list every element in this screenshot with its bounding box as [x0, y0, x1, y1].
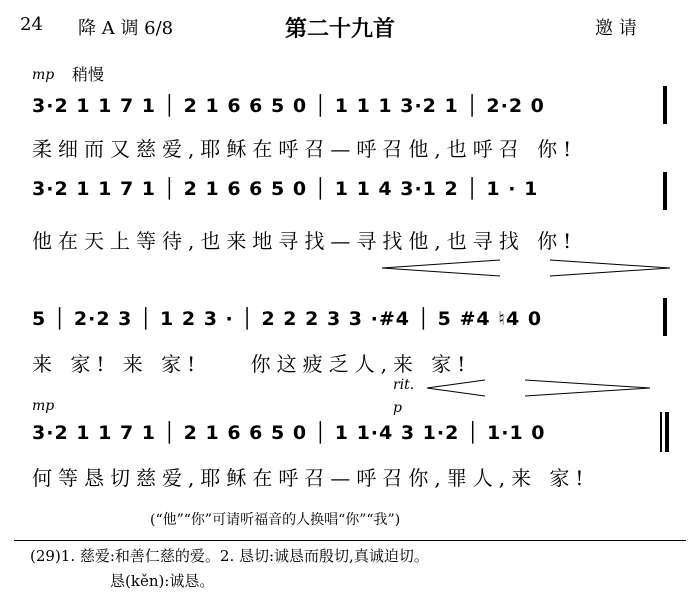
- barline-end-2: [663, 172, 667, 210]
- footnote-line-2: 恳(kěn):诚恳。: [110, 572, 215, 590]
- page-number: 24: [20, 14, 43, 35]
- hairpin-marks-line-4: [425, 378, 665, 400]
- piano-mark: p: [393, 400, 402, 416]
- final-barline-thick: [665, 412, 669, 452]
- barline-end-3: [663, 298, 667, 336]
- notation-line-4: 3·2 1 1 7 1 │ 2 1 6 6 5 0 │ 1 1·4 3 1·2 │ 1·1 0: [32, 422, 546, 444]
- tempo-mark: 稍慢: [72, 65, 105, 84]
- lyrics-line-2: 他在天上等待,也来地寻找—寻找他,也寻找 你!: [32, 229, 578, 253]
- lyrics-line-4: 何等恳切慈爱,耶稣在呼召—呼召你,罪人,来 家!: [32, 466, 590, 490]
- lyrics-line-3: 来 家! 来 家! 你这疲乏人,来 家!: [32, 352, 472, 376]
- lyrics-line-1: 柔细而又慈爱,耶稣在呼召—呼召他,也呼召 你!: [32, 137, 578, 161]
- footnote-line-1: (29)1. 慈爱:和善仁慈的爱。2. 恳切:诚恳而殷切,真诚迫切。: [30, 547, 429, 565]
- final-barline-thin: [660, 412, 662, 452]
- dynamic-mark-4: mp: [32, 398, 55, 414]
- barline-end-1: [663, 86, 667, 124]
- notation-line-2: 3·2 1 1 7 1 │ 2 1 6 6 5 0 │ 1 1 4 3·1 2 │ 1 · 1: [32, 178, 539, 200]
- song-category: 邀 请: [595, 18, 637, 39]
- footnote-divider: [14, 540, 686, 541]
- ritardando-mark: rit.: [393, 377, 415, 393]
- notation-line-3: 5 │ 2·2 3 │ 1 2 3 · │ 2 2 2 3 3 ·#4 │ 5 #4 ♮4 0: [32, 308, 543, 330]
- key-signature: 降 A 调 6/8: [78, 18, 174, 39]
- singing-note: (“他”“你”可请听福音的人换唱“你”“我”): [150, 512, 401, 528]
- notation-line-1: 3·2 1 1 7 1 │ 2 1 6 6 5 0 │ 1 1 1 3·2 1 │ 2·2 0: [32, 95, 545, 117]
- hairpin-marks-line-3: [380, 258, 680, 280]
- song-title: 第二十九首: [285, 16, 396, 42]
- dynamic-mark-1: mp: [32, 67, 55, 83]
